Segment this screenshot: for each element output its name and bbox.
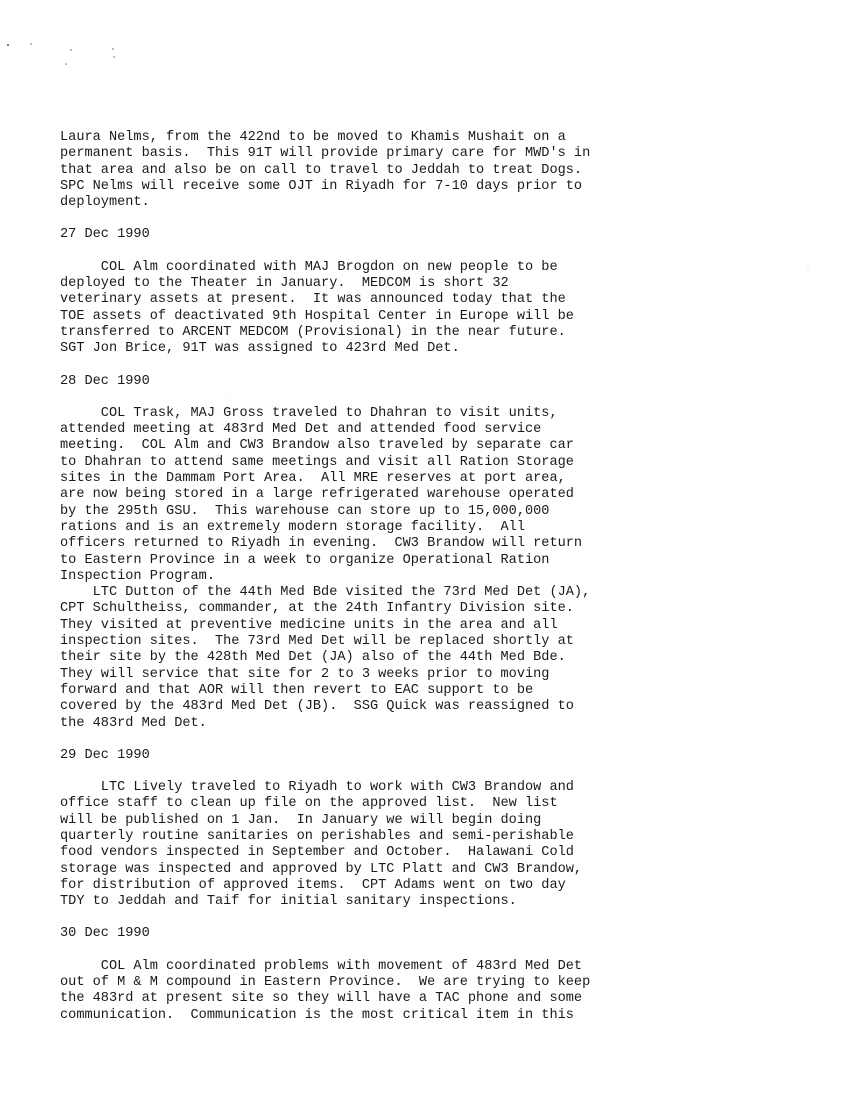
paragraph-gap <box>60 358 830 374</box>
text-line: COL Alm coordinated with MAJ Brogdon on new people to be <box>60 259 558 275</box>
text-line: by the 295th GSU. This warehouse can store up to 15,000,000 <box>60 503 550 519</box>
text-line: permanent basis. This 91T will provide primary care for MWD's in <box>60 146 591 162</box>
text-line: that area and also be on call to travel to Jeddah to treat Dogs. <box>60 162 583 178</box>
paragraph-gap <box>60 910 830 926</box>
entry-date: 29 Dec 1990 <box>60 747 150 763</box>
text-line: office staff to clean up file on the approved list. New list <box>60 796 558 812</box>
text-line: LTC Lively traveled to Riyadh to work with CW3 Brandow and <box>60 780 574 796</box>
text-line: the 483rd Med Det. <box>60 715 207 731</box>
text-line: LTC Dutton of the 44th Med Bde visited the 73rd Med Det (JA), <box>60 585 591 601</box>
paragraph-gap <box>60 943 830 959</box>
text-line: COL Trask, MAJ Gross traveled to Dhahran to visit units, <box>60 405 558 421</box>
text-line: storage was inspected and approved by LTC Platt and CW3 Brandow, <box>60 861 583 877</box>
text-line: They visited at preventive medicine units in the area and all <box>60 617 558 633</box>
text-line: quarterly routine sanitaries on perishables and semi-perishable <box>60 828 574 844</box>
text-line: their site by the 428th Med Det (JA) also of the 44th Med Bde. <box>60 650 566 666</box>
text-line: forward and that AOR will then revert to EAC support to be <box>60 682 534 698</box>
entry-date: 27 Dec 1990 <box>60 227 150 243</box>
text-line: for distribution of approved items. CPT Adams went on two day <box>60 877 566 893</box>
text-line: attended meeting at 483rd Med Det and attended food service <box>60 422 542 438</box>
text-line: deployed to the Theater in January. MEDCOM is short 32 <box>60 276 509 292</box>
paragraph-gap <box>60 244 830 260</box>
paragraph-gap <box>60 390 830 406</box>
entry-date: 28 Dec 1990 <box>60 373 150 389</box>
paragraph-gap <box>60 764 830 780</box>
text-line: TOE assets of deactivated 9th Hospital Center in Europe will be <box>60 308 574 324</box>
text-line: Inspection Program. <box>60 568 215 584</box>
text-line: will be published on 1 Jan. In January we will begin doing <box>60 812 542 828</box>
text-line: officers returned to Riyadh in evening. CW3 Brandow will return <box>60 536 583 552</box>
text-line: rations and is an extremely modern storage facility. All <box>60 519 525 535</box>
text-line: transferred to ARCENT MEDCOM (Provisional) in the near future. <box>60 324 566 340</box>
text-line: inspection sites. The 73rd Med Det will be replaced shortly at <box>60 634 574 650</box>
text-line: deployment. <box>60 195 150 211</box>
entry-date: 30 Dec 1990 <box>60 926 150 942</box>
text-line: COL Alm coordinated problems with movement of 483rd Med Det <box>60 958 583 974</box>
text-line: out of M & M compound in Eastern Province. We are trying to keep <box>60 975 591 991</box>
document-page <box>60 130 830 1024</box>
paragraph-gap <box>60 732 830 748</box>
text-line: sites in the Dammam Port Area. All MRE reserves at port area, <box>60 471 566 487</box>
text-line: SPC Nelms will receive some OJT in Riyadh for 7-10 days prior to <box>60 178 583 194</box>
body-paragraph <box>60 780 830 910</box>
body-paragraph <box>60 260 830 358</box>
text-line: the 483rd at present site so they will have a TAC phone and some <box>60 991 583 1007</box>
text-line: Laura Nelms, from the 422nd to be moved to Khamis Mushait on a <box>60 130 566 145</box>
text-line: food vendors inspected in September and October. Halawani Cold <box>60 845 574 861</box>
paragraph-gap <box>60 211 830 227</box>
text-line: meeting. COL Alm and CW3 Brandow also traveled by separate car <box>60 438 574 454</box>
text-line: covered by the 483rd Med Det (JB). SSG Quick was reassigned to <box>60 699 574 715</box>
text-line: They will service that site for 2 to 3 weeks prior to moving <box>60 666 550 682</box>
body-paragraph <box>60 406 830 732</box>
text-line: to Dhahran to attend same meetings and visit all Ration Storage <box>60 454 574 470</box>
text-line: communication. Communication is the most critical item in this <box>60 1007 574 1023</box>
text-line: veterinary assets at present. It was announced today that the <box>60 292 566 308</box>
body-paragraph <box>60 959 830 1024</box>
body-paragraph <box>60 130 830 211</box>
text-line: to Eastern Province in a week to organize Operational Ration <box>60 552 550 568</box>
text-line: CPT Schultheiss, commander, at the 24th Infantry Division site. <box>60 601 574 617</box>
text-line: SGT Jon Brice, 91T was assigned to 423rd Med Det. <box>60 341 460 357</box>
text-line: TDY to Jeddah and Taif for initial sanitary inspections. <box>60 894 517 910</box>
text-line: are now being stored in a large refrigerated warehouse operated <box>60 487 574 503</box>
